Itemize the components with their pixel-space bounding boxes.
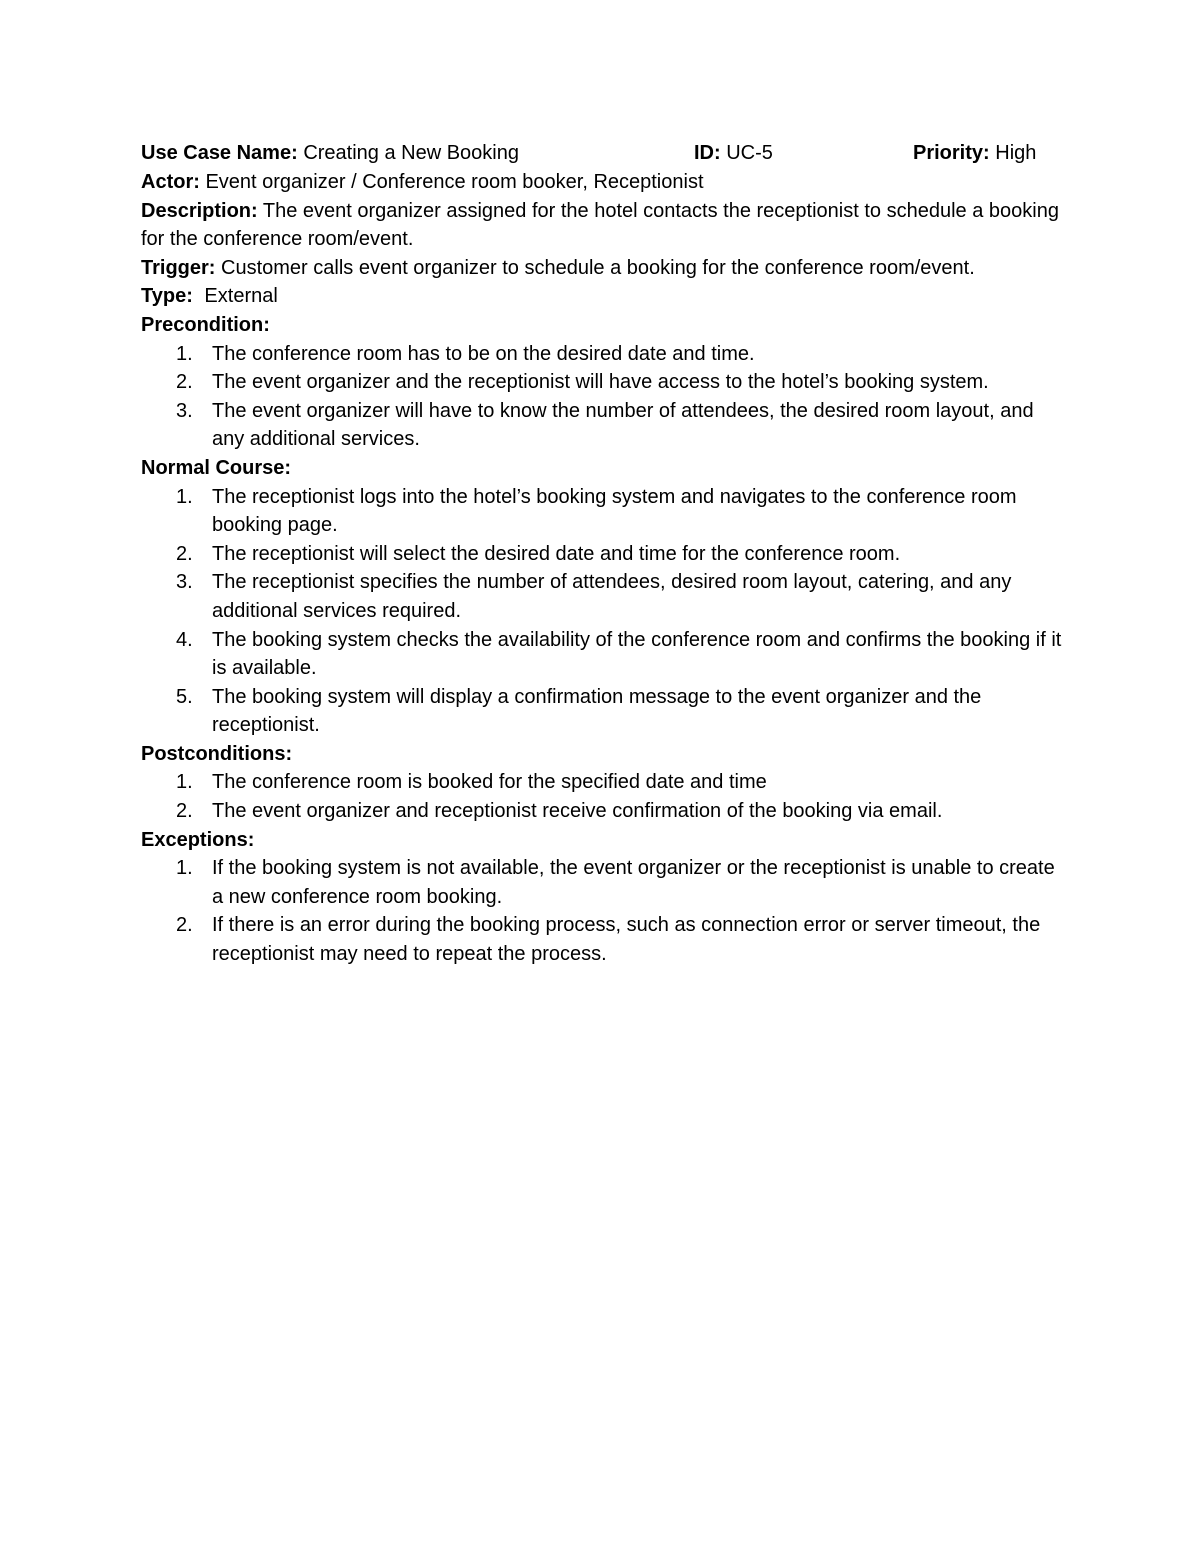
id-field — [694, 139, 773, 168]
list-item — [141, 568, 1071, 625]
actor-row — [141, 168, 1071, 197]
list-item-number: 2. — [176, 371, 193, 394]
postconditions-list — [141, 768, 1071, 825]
list-item-text: The booking system checks the availability of the conference room and confirms the booking if it is available. — [212, 628, 1062, 680]
list-item-text: The event organizer and receptionist receive confirmation of the booking via email. — [212, 800, 943, 823]
normal-course-heading: Normal Course: — [141, 456, 292, 479]
actor-label: Actor: — [141, 171, 200, 193]
list-item — [141, 683, 1071, 740]
actor-value: Event organizer / Conference room booker, Receptionist — [205, 171, 704, 193]
precondition-heading: Precondition: — [141, 313, 270, 336]
list-item-number: 3. — [176, 399, 193, 422]
trigger-value: Customer calls event organizer to schedule a booking for the conference room/event. — [221, 256, 975, 279]
list-item — [141, 854, 1071, 911]
list-item-text: The conference room is booked for the specified date and time — [212, 771, 767, 794]
list-item-number: 1. — [176, 485, 193, 508]
list-item — [141, 483, 1071, 540]
priority-field — [913, 139, 1036, 168]
list-item — [141, 768, 1071, 797]
list-item — [141, 911, 1071, 968]
list-item-text: The event organizer and the receptionist will have access to the hotel’s booking system. — [212, 371, 989, 394]
list-item-number: 4. — [176, 628, 193, 651]
trigger-row — [141, 254, 1071, 283]
list-item-number: 1. — [176, 857, 193, 880]
list-item — [141, 368, 1071, 397]
use-case-name-value: Creating a New Booking — [303, 142, 519, 164]
list-item-text: The event organizer will have to know the number of attendees, the desired room layout, and any additional services. — [212, 399, 1034, 451]
list-item-text: The receptionist specifies the number of attendees, desired room layout, catering, and any additional services required. — [212, 571, 1012, 622]
type-value: External — [204, 285, 278, 308]
list-item-number: 5. — [176, 685, 193, 708]
list-item-number: 2. — [176, 800, 193, 823]
description-row — [141, 197, 1071, 254]
list-item-text: If there is an error during the booking process, such as connection error or server timeout, the receptionist may need to repeat the process. — [212, 914, 1041, 966]
list-item-number: 2. — [176, 914, 193, 937]
type-row — [141, 282, 1071, 311]
list-item-text: If the booking system is not available, the event organizer or the receptionist is unable to create a new conference room booking. — [212, 857, 1055, 908]
use-case-document — [141, 139, 1071, 969]
list-item — [141, 797, 1071, 826]
list-item-number: 2. — [176, 542, 193, 565]
precondition-list — [141, 340, 1071, 454]
priority-label: Priority: — [913, 142, 990, 164]
type-label: Type: — [141, 285, 193, 308]
list-item — [141, 397, 1071, 454]
description-label: Description: — [141, 199, 258, 222]
list-item-text: The booking system will display a confirmation message to the event organizer and the receptionist. — [212, 685, 982, 737]
list-item-text: The receptionist will select the desired date and time for the conference room. — [212, 542, 901, 565]
list-item-number: 3. — [176, 571, 193, 594]
list-item-text: The conference room has to be on the desired date and time. — [212, 342, 755, 365]
id-value: UC-5 — [726, 142, 773, 164]
list-item — [141, 540, 1071, 569]
exceptions-heading: Exceptions: — [141, 828, 255, 851]
header-row — [141, 139, 1071, 168]
list-item — [141, 626, 1071, 683]
postconditions-heading: Postconditions: — [141, 742, 293, 765]
list-item-number: 1. — [176, 342, 193, 365]
exceptions-list — [141, 854, 1071, 968]
priority-value: High — [995, 142, 1037, 164]
id-label: ID: — [694, 142, 721, 164]
list-item-text: The receptionist logs into the hotel’s booking system and navigates to the conference room booking page. — [212, 485, 1017, 537]
trigger-label: Trigger: — [141, 256, 216, 279]
use-case-name-label: Use Case Name: — [141, 142, 298, 164]
use-case-name-field — [141, 139, 519, 168]
list-item-number: 1. — [176, 771, 193, 794]
normal-course-list — [141, 483, 1071, 740]
list-item — [141, 340, 1071, 369]
description-value: The event organizer assigned for the hotel contacts the receptionist to schedule a booking for the conference room/event. — [141, 199, 1059, 251]
